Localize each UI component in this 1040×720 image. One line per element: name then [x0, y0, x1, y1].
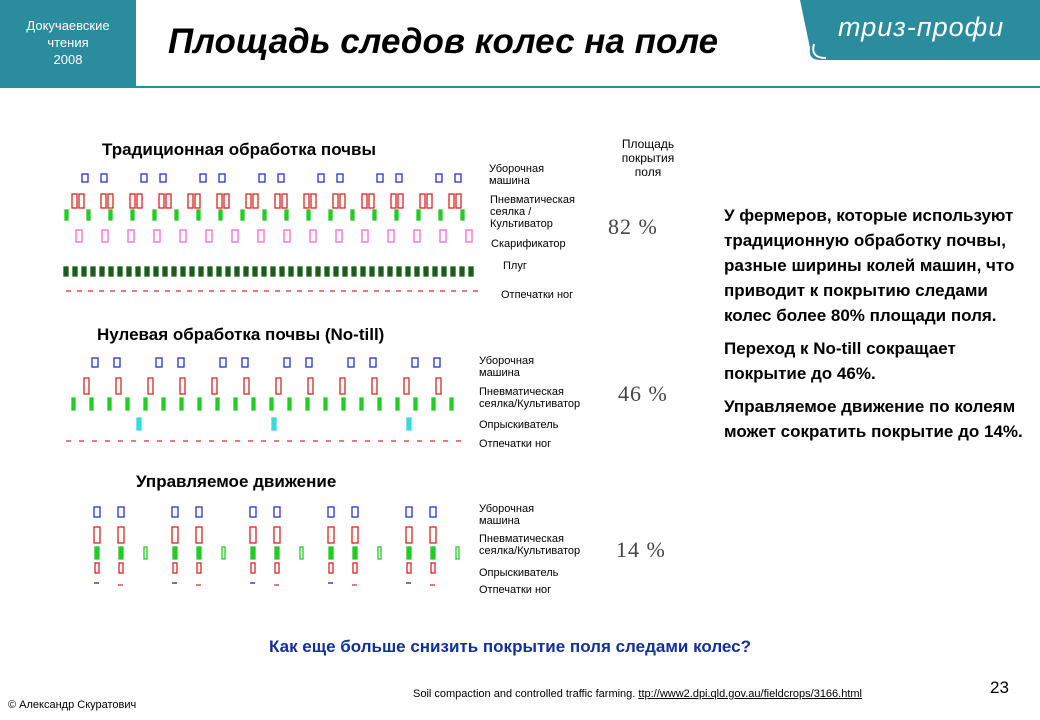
label-harvester: Уборочная машина [479, 355, 535, 379]
cultivator-tine [395, 210, 398, 220]
sprayer-track [329, 563, 333, 573]
sprayer-track [95, 563, 99, 573]
plough-track [379, 267, 383, 276]
cultivator-tine [342, 398, 345, 410]
seeder-track [195, 194, 200, 208]
plough-track [109, 267, 113, 276]
cultivator-tine [175, 210, 178, 220]
seeder-track [79, 194, 84, 208]
cultivator-tine [216, 398, 219, 410]
scarifier-track [180, 230, 186, 242]
plough-track [91, 267, 95, 276]
cultivator-tine [300, 547, 303, 559]
cultivator-tine [396, 398, 399, 410]
plough-track [433, 267, 437, 276]
sprayer-track [407, 563, 411, 573]
harvester-track [274, 507, 280, 517]
label-seeder: Пневматическая сеялка / Культиватор [490, 194, 575, 230]
scarifier-track [102, 230, 108, 242]
cultivator-tine [153, 210, 156, 220]
label-harvester: Уборочная машина [479, 503, 535, 527]
scarifier-track [258, 230, 264, 242]
harvester-track [220, 358, 226, 367]
plough-track [325, 267, 329, 276]
scarifier-track [414, 230, 420, 242]
seeder-track [430, 527, 436, 543]
seeder-track [166, 194, 171, 208]
plough-track [361, 267, 365, 276]
scarifier-track [336, 230, 342, 242]
seeder-track [212, 378, 217, 394]
cultivator-tine [126, 398, 129, 410]
source-link[interactable]: ttp://www2.dpi.qld.gov.au/fieldcrops/3166.html [638, 688, 863, 700]
cultivator-tine [219, 210, 222, 220]
harvester-track [436, 174, 442, 182]
explanation-paragraph-3: Управляемое движение по колеям может сократить покрытие до 14%. [724, 397, 1023, 441]
seeder-track [333, 194, 338, 208]
seeder-track [276, 378, 281, 394]
cultivator-tine [234, 398, 237, 410]
coverage-header-line-1: Площадь [621, 137, 675, 151]
harvester-track [200, 174, 206, 182]
seeder-track [404, 378, 409, 394]
sprayer-track [275, 563, 279, 573]
scarifier-track [310, 230, 316, 242]
sprayer-track [431, 563, 435, 573]
seeder-track [427, 194, 432, 208]
copyright: © Александр Скуратович [8, 699, 137, 711]
cultivator-tine [431, 547, 435, 559]
harvester-track [172, 507, 178, 517]
seeder-track [108, 194, 113, 208]
harvester-track [196, 507, 202, 517]
cultivator-tine [456, 547, 459, 559]
label-seeder: Пневматическая сеялка/Культиватор [479, 386, 581, 410]
cultivator-tine [90, 398, 93, 410]
event-badge [0, 0, 136, 86]
plough-track [100, 267, 104, 276]
cultivator-tine [407, 547, 411, 559]
scarifier-track [128, 230, 134, 242]
harvester-track [242, 358, 248, 367]
seeder-track [328, 527, 334, 543]
cultivator-tine [432, 398, 435, 410]
cultivator-tine [275, 547, 279, 559]
seeder-track [436, 378, 441, 394]
plough-track [424, 267, 428, 276]
seeder-track [94, 527, 100, 543]
seeder-track [196, 527, 202, 543]
plough-track [469, 267, 473, 276]
source-citation [413, 688, 862, 700]
explanation-paragraph-1: У фермеров, которые используют традиционную обработку почвы, разные ширины колей машин, что приводит к покрытию следами колес более 80% площади поля. [724, 206, 1015, 325]
harvester-track [434, 358, 440, 367]
cultivator-tine [109, 210, 112, 220]
label-footprints: Отпечатки ног [479, 438, 552, 450]
plough-track [73, 267, 77, 276]
cultivator-tine [144, 398, 147, 410]
cultivator-tine [198, 398, 201, 410]
sprayer-track [137, 418, 141, 430]
seeder-track [420, 194, 425, 208]
cultivator-tine [378, 398, 381, 410]
label-plough: Плуг [503, 260, 527, 272]
header-divider [0, 86, 1040, 88]
seeder-track [340, 194, 345, 208]
label-scarifier: Скарификатор [491, 238, 566, 250]
harvester-track [219, 174, 225, 182]
plough-track [244, 267, 248, 276]
harvester-track [412, 358, 418, 367]
explanation-paragraph-2: Переход к No-till сокращает покрытие до 46%. [724, 339, 956, 383]
section-title-controlled: Управляемое движение [136, 472, 337, 491]
plough-track [154, 267, 158, 276]
badge-line-2: чтения [47, 35, 89, 50]
coverage-controlled: 14 % [616, 537, 666, 562]
cultivator-tine [241, 210, 244, 220]
harvester-track [141, 174, 147, 182]
section-title-traditional: Традиционная обработка почвы [102, 140, 377, 159]
harvester-track [82, 174, 88, 182]
question-text: Как еще больше снизить покрытие поля следами колес? [269, 637, 751, 656]
seeder-track [456, 194, 461, 208]
plough-track [136, 267, 140, 276]
cultivator-tine [360, 398, 363, 410]
plough-track [388, 267, 392, 276]
plough-track [451, 267, 455, 276]
coverage-notill: 46 % [618, 381, 668, 406]
harvester-track [430, 507, 436, 517]
seeder-track [172, 527, 178, 543]
coverage-header-line-2: покрытия [621, 151, 675, 165]
seeder-track [84, 378, 89, 394]
label-footprints: Отпечатки ног [501, 289, 574, 301]
plough-track [352, 267, 356, 276]
track-diagram-traditional [62, 172, 482, 302]
cultivator-tine [306, 398, 309, 410]
track-diagram-notill [62, 356, 472, 446]
plough-track [415, 267, 419, 276]
harvester-track [348, 358, 354, 367]
plough-track [460, 267, 464, 276]
seeder-track [224, 194, 229, 208]
harvester-track [101, 174, 107, 182]
plough-track [163, 267, 167, 276]
cultivator-tine [270, 398, 273, 410]
plough-track [289, 267, 293, 276]
harvester-track [284, 358, 290, 367]
cultivator-tine [329, 210, 332, 220]
scarifier-track [466, 230, 472, 242]
seeder-track [406, 527, 412, 543]
harvester-track [250, 507, 256, 517]
cultivator-tine [65, 210, 68, 220]
seeder-track [372, 378, 377, 394]
seeder-track [275, 194, 280, 208]
seeder-track [101, 194, 106, 208]
cultivator-tine [263, 210, 266, 220]
seeder-track [340, 378, 345, 394]
seeder-track [253, 194, 258, 208]
seeder-track [72, 194, 77, 208]
cultivator-tine [353, 547, 357, 559]
cultivator-tine [251, 547, 255, 559]
label-sprayer: Опрыскиватель [479, 419, 559, 431]
seeder-track [180, 378, 185, 394]
seeder-track [118, 527, 124, 543]
cultivator-tine [252, 398, 255, 410]
harvester-track [94, 507, 100, 517]
plough-track [406, 267, 410, 276]
plough-track [64, 267, 68, 276]
plough-track [118, 267, 122, 276]
cultivator-tine [351, 210, 354, 220]
plough-track [280, 267, 284, 276]
cultivator-tine [87, 210, 90, 220]
cultivator-tine [180, 398, 183, 410]
seeder-track [274, 527, 280, 543]
label-harvester: Уборочная машина [489, 163, 545, 187]
track-diagram-controlled [62, 505, 472, 595]
cultivator-tine [72, 398, 75, 410]
scarifier-track [388, 230, 394, 242]
cultivator-tine [439, 210, 442, 220]
scarifier-track [154, 230, 160, 242]
seeder-track [137, 194, 142, 208]
plough-track [397, 267, 401, 276]
seeder-track [311, 194, 316, 208]
cultivator-tine [373, 210, 376, 220]
seeder-track [250, 527, 256, 543]
cultivator-tine [108, 398, 111, 410]
section-title-notill: Нулевая обработка почвы (No-till) [97, 325, 385, 344]
sprayer-track [407, 418, 411, 430]
cultivator-tine [378, 547, 381, 559]
plough-track [307, 267, 311, 276]
seeder-track [369, 194, 374, 208]
coverage-header-line-3: поля [634, 165, 662, 179]
harvester-track [377, 174, 383, 182]
seeder-track [282, 194, 287, 208]
seeder-track [391, 194, 396, 208]
cultivator-tine [285, 210, 288, 220]
explanation-text [724, 203, 1024, 452]
seeder-track [449, 194, 454, 208]
cultivator-tine [450, 398, 453, 410]
plough-track [172, 267, 176, 276]
sprayer-track [353, 563, 357, 573]
cultivator-tine [461, 210, 464, 220]
seeder-track [148, 378, 153, 394]
scarifier-track [440, 230, 446, 242]
plough-track [343, 267, 347, 276]
cultivator-tine [197, 547, 201, 559]
plough-track [190, 267, 194, 276]
plough-track [199, 267, 203, 276]
seeder-track [304, 194, 309, 208]
plough-track [442, 267, 446, 276]
brand-logo: триз-профи [838, 12, 1005, 42]
harvester-track [396, 174, 402, 182]
label-footprints: Отпечатки ног [479, 584, 552, 596]
cultivator-tine [222, 547, 225, 559]
harvester-track [178, 358, 184, 367]
seeder-track [116, 378, 121, 394]
sprayer-track [173, 563, 177, 573]
seeder-track [362, 194, 367, 208]
harvester-track [114, 358, 120, 367]
seeder-track [188, 194, 193, 208]
harvester-track [278, 174, 284, 182]
coverage-header [603, 137, 693, 179]
scarifier-track [284, 230, 290, 242]
label-sprayer: Опрыскиватель [479, 567, 559, 579]
harvester-track [92, 358, 98, 367]
harvester-track [318, 174, 324, 182]
cultivator-tine [307, 210, 310, 220]
plough-track [82, 267, 86, 276]
harvester-track [156, 358, 162, 367]
seeder-track [244, 378, 249, 394]
harvester-track [160, 174, 166, 182]
plough-track [334, 267, 338, 276]
plough-track [217, 267, 221, 276]
plough-track [226, 267, 230, 276]
seeder-track [217, 194, 222, 208]
harvester-track [328, 507, 334, 517]
seeder-track [159, 194, 164, 208]
seeder-track [352, 527, 358, 543]
cultivator-tine [144, 547, 147, 559]
cultivator-tine [417, 210, 420, 220]
cultivator-tine [414, 398, 417, 410]
sprayer-track [272, 418, 276, 430]
scarifier-track [362, 230, 368, 242]
plough-track [181, 267, 185, 276]
badge-line-3: 2008 [53, 52, 83, 67]
label-seeder: Пневматическая сеялка/Культиватор [479, 533, 581, 557]
cultivator-tine [197, 210, 200, 220]
plough-track [262, 267, 266, 276]
source-text: Soil compaction and controlled traffic farming. [413, 688, 636, 700]
cultivator-tine [288, 398, 291, 410]
cultivator-tine [95, 547, 99, 559]
cultivator-tine [324, 398, 327, 410]
badge-line-1: Докучаевские [26, 18, 110, 33]
plough-track [208, 267, 212, 276]
scarifier-track [76, 230, 82, 242]
plough-track [370, 267, 374, 276]
sprayer-track [119, 563, 123, 573]
cultivator-tine [162, 398, 165, 410]
sprayer-track [197, 563, 201, 573]
seeder-track [398, 194, 403, 208]
plough-track [145, 267, 149, 276]
plough-track [271, 267, 275, 276]
cultivator-tine [119, 547, 123, 559]
cultivator-tine [131, 210, 134, 220]
plough-track [298, 267, 302, 276]
page-title: Площадь следов колес на поле [168, 22, 719, 61]
cultivator-tine [329, 547, 333, 559]
plough-track [127, 267, 131, 276]
scarifier-track [232, 230, 238, 242]
plough-track [253, 267, 257, 276]
harvester-track [352, 507, 358, 517]
plough-track [235, 267, 239, 276]
cultivator-tine [173, 547, 177, 559]
seeder-track [130, 194, 135, 208]
harvester-track [259, 174, 265, 182]
harvester-track [118, 507, 124, 517]
harvester-track [455, 174, 461, 182]
harvester-track [306, 358, 312, 367]
seeder-track [246, 194, 251, 208]
seeder-track [308, 378, 313, 394]
plough-track [316, 267, 320, 276]
harvester-track [370, 358, 376, 367]
scarifier-track [206, 230, 212, 242]
page-number: 23 [990, 678, 1009, 697]
harvester-track [406, 507, 412, 517]
harvester-track [337, 174, 343, 182]
sprayer-track [251, 563, 255, 573]
coverage-traditional: 82 % [608, 214, 658, 239]
